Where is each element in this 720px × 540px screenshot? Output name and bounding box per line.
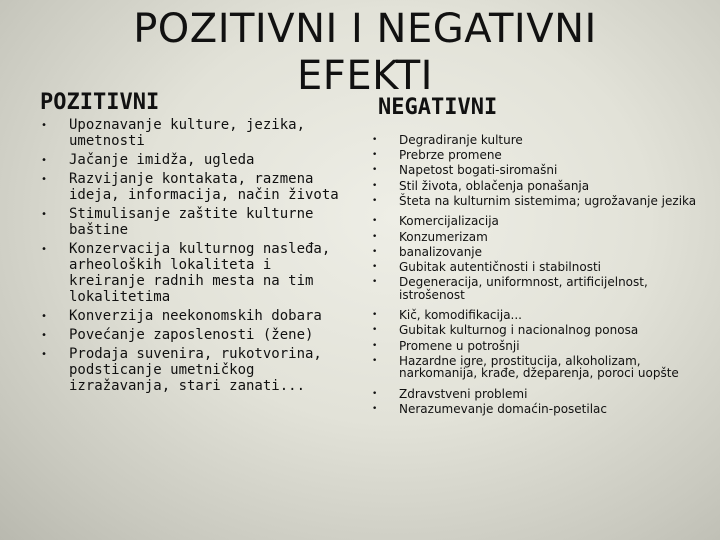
- bullet-icon: •: [41, 348, 48, 360]
- item-text: Konverzija neekonomskih dobara: [69, 308, 322, 325]
- list-item: [370, 403, 715, 416]
- list-item: [370, 164, 715, 177]
- bullet-icon: •: [41, 243, 48, 255]
- item-text: Degradiranje kulture: [399, 133, 523, 147]
- item-text: Promene u potrošnji: [399, 338, 520, 353]
- list-item: [370, 340, 715, 353]
- list-item: [40, 206, 345, 238]
- item-text: Zdravstveni problemi: [399, 387, 528, 402]
- item-text: Gubitak kulturnog i nacionalnog ponosa: [399, 323, 639, 338]
- item-text: Degeneracija, uniformnost, artificijelnost, istrošenost: [399, 275, 648, 302]
- bullet-icon: •: [372, 389, 378, 400]
- list-item: [370, 355, 715, 380]
- bullet-icon: •: [41, 330, 48, 341]
- bullet-icon: •: [372, 310, 378, 321]
- positive-heading: POZITIVNI: [40, 90, 160, 115]
- bullet-icon: •: [372, 325, 378, 336]
- bullet-icon: •: [372, 355, 378, 366]
- list-item: [370, 324, 715, 337]
- item-text: Konzumerizam: [399, 229, 488, 244]
- item-text: Kič, komodifikacija...: [399, 308, 522, 323]
- list-item: [40, 327, 345, 343]
- bullet-icon: •: [372, 231, 378, 242]
- bullet-icon: •: [372, 165, 378, 176]
- item-text: Napetost bogati-siromašni: [399, 163, 558, 178]
- item-text: Razvijanje kontakata, razmena ideja, informacija, način života: [69, 170, 339, 203]
- bullet-icon: •: [372, 246, 378, 257]
- list-item: [40, 152, 345, 168]
- bullet-icon: •: [372, 180, 378, 191]
- bullet-icon: •: [41, 173, 48, 185]
- bullet-icon: •: [41, 155, 48, 166]
- bullet-icon: •: [372, 340, 378, 351]
- list-item: [370, 215, 715, 228]
- list-item: [370, 149, 715, 162]
- bullet-icon: •: [372, 216, 378, 227]
- item-text: Konzervacija kulturnog nasleđa, arheoloških lokaliteta i kreiranje radnih mesta na tim lokalitetima: [69, 240, 331, 306]
- list-item: [40, 308, 345, 324]
- bullet-icon: •: [41, 120, 48, 131]
- item-text: Hazardne igre, prostitucija, alkoholizam, narkomanija, krađe, džeparenja, poroci uopšte: [399, 353, 679, 381]
- list-item: [370, 195, 715, 208]
- list-item: [370, 180, 715, 193]
- bullet-icon: •: [41, 311, 48, 323]
- list-item: [40, 117, 345, 149]
- list-item: [370, 261, 715, 274]
- item-text: Gubitak autentičnosti i stabilnosti: [399, 259, 602, 274]
- positive-list: [40, 117, 345, 397]
- list-item: [370, 246, 715, 259]
- bullet-icon: •: [372, 404, 378, 415]
- list-item: [370, 231, 715, 244]
- item-text: Upoznavanje kulture, jezika, umetnosti: [69, 117, 306, 150]
- item-text: Nerazumevanje domaćin-posetilac: [399, 402, 608, 417]
- list-item: [40, 241, 345, 306]
- item-text: Stimulisanje zaštite kulturne baštine: [69, 205, 314, 238]
- list-item: [370, 309, 715, 322]
- item-text: Prebrze promene: [399, 148, 502, 163]
- negative-list: [370, 134, 715, 418]
- item-text: Jačanje imidža, ugleda: [69, 152, 255, 168]
- bullet-icon: •: [372, 150, 378, 161]
- list-item: [40, 346, 345, 395]
- bullet-icon: •: [372, 195, 378, 206]
- list-item: [40, 171, 345, 203]
- slide-title: POZITIVNI I NEGATIVNI EFEKTI: [133, 6, 597, 99]
- bullet-icon: •: [372, 135, 378, 145]
- list-item: [370, 388, 715, 401]
- list-item: [370, 134, 715, 147]
- bullet-icon: •: [372, 261, 378, 272]
- item-text: Povećanje zaposlenosti (žene): [69, 327, 314, 343]
- item-text: Stil života, oblačenja ponašanja: [399, 178, 590, 193]
- item-text: Prodaja suvenira, rukotvorina, podsticanje umetničkog izražavanja, stari zanati...: [69, 345, 322, 395]
- item-text: Šteta na kulturnim sistemima; ugrožavanje jezika: [399, 193, 697, 208]
- bullet-icon: •: [41, 208, 48, 220]
- item-text: Komercijalizacija: [399, 214, 499, 229]
- negative-heading: NEGATIVNI: [378, 95, 498, 120]
- bullet-icon: •: [372, 277, 378, 288]
- list-item: [370, 276, 715, 301]
- item-text: banalizovanje: [399, 244, 483, 259]
